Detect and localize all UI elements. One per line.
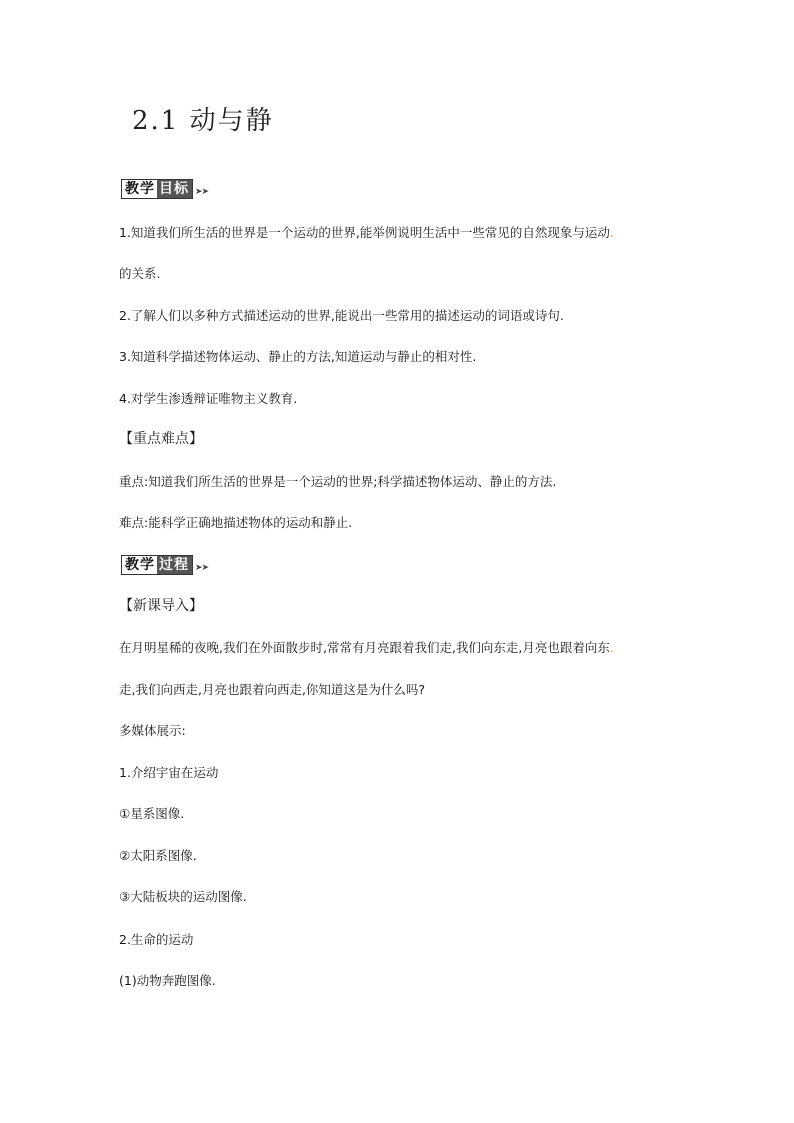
double-arrow-icon: ➤➤ [195,563,209,573]
intro-line-1 [119,640,614,656]
teaching-objectives-badge [121,179,208,199]
double-arrow-icon: ➤➤ [195,187,209,197]
list-item: (1)动物奔跑图像. [119,973,216,988]
page-title: 2.1 动与静 [132,106,274,136]
difficulty-line: 难点:能科学正确地描述物体的运动和静止. [119,515,353,530]
list-item: 1.介绍宇宙在运动 [119,765,219,780]
objective-3: 3.知道科学描述物体运动、静止的方法,知道运动与静止的相对性. [119,349,477,364]
key-points-line: 重点:知道我们所生活的世界是一个运动的世界;科学描述物体运动、静止的方法. [119,474,557,489]
list-item: ①星系图像. [119,806,185,821]
key-points-heading: 【重点难点】 [119,431,203,447]
list-item: ②太阳系图像. [119,848,197,863]
badge-left-text: 教学 [122,556,157,574]
badge-right-text: 目标 [157,180,192,198]
badge-box [121,555,193,575]
objective-1-text: 1.知道我们所生活的世界是一个运动的世界,能举例说明生活中一些常见的自然现象与运动 [119,225,610,240]
intro-line-2: 走,我们向西走,月亮也跟着向西走,你知道这是为什么吗? [119,682,426,697]
teaching-process-badge [121,555,208,575]
new-lesson-heading: 【新课导入】 [119,598,203,614]
badge-right-text: 过程 [157,556,192,574]
intro-line-1-text: 在月明星稀的夜晚,我们在外面散步时,常常有月亮跟着我们走,我们向东走,月亮也跟着向东 [119,640,610,655]
objective-2: 2.了解人们以多种方式描述运动的世界,能说出一些常用的描述运动的词语或诗句. [119,308,564,323]
objective-4: 4.对学生渗透辩证唯物主义教育. [119,391,298,406]
objective-1-dot: . [609,225,614,240]
list-item: ③大陆板块的运动图像. [119,889,247,904]
badge-box [121,179,193,199]
objective-1-line [119,225,614,241]
objective-1-continuation: 的关系. [119,266,161,281]
multimedia-label: 多媒体展示: [119,723,186,738]
intro-line-1-dot: . [609,640,614,655]
badge-left-text: 教学 [122,180,157,198]
list-item: 2.生命的运动 [119,932,194,947]
